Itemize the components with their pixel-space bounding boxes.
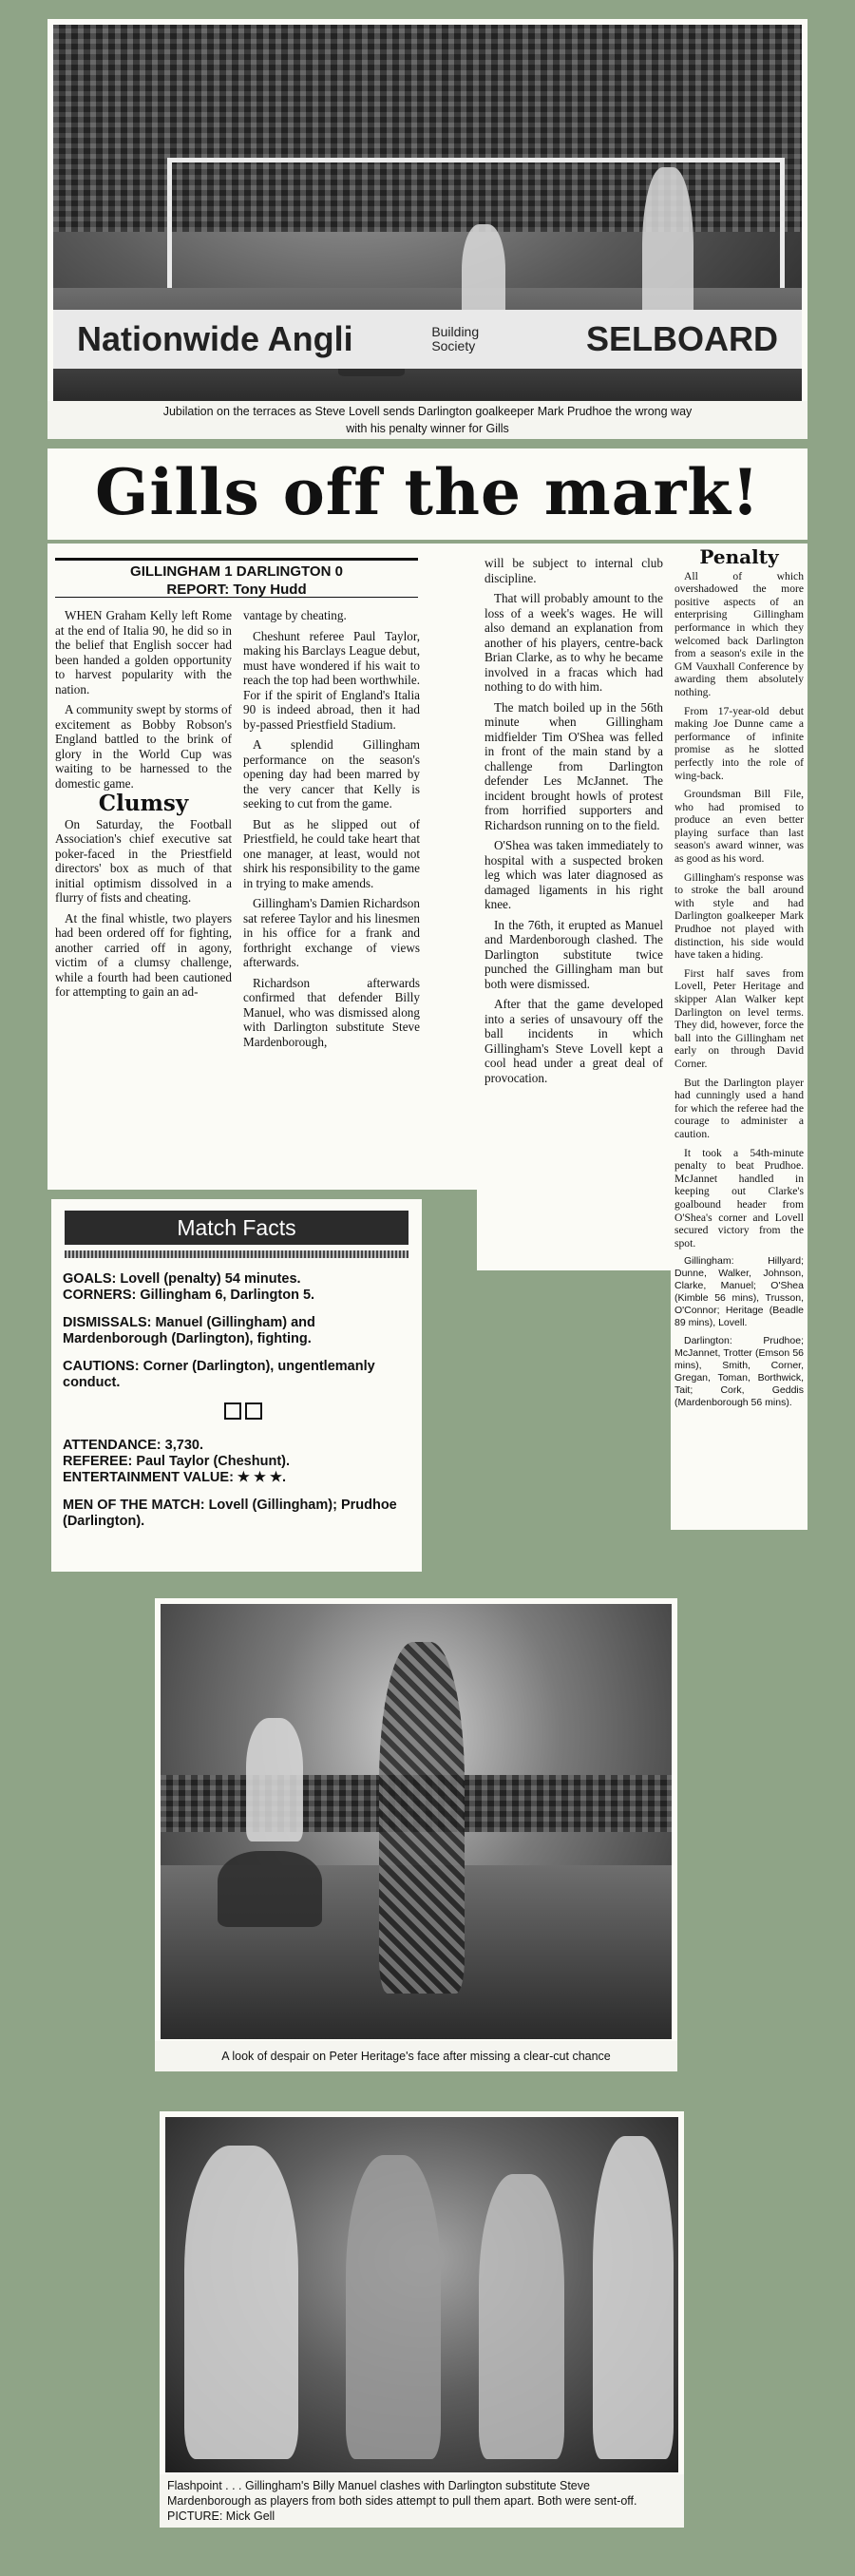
billboard-small: Building Society — [431, 323, 480, 353]
paragraph: Groundsman Bill File, who had promised to produce an even better playing surface than last season's award winner, was as good as his word. — [674, 788, 804, 866]
photo1-caption: Jubilation on the terraces as Steve Lovell sends Darlington goalkeeper Mark Prudhoe the wrong way with his penalty winner for Gills — [48, 401, 808, 439]
player-figure — [346, 2155, 441, 2459]
fallen-player-figure — [218, 1851, 322, 1927]
paragraph: First half saves from Lovell, Peter Heritage and skipper Alan Walker kept Darlington on level terms. They did, however, force the ball into the Gillingham net early on through David Corner. — [674, 966, 804, 1070]
photo1-panel — [48, 19, 808, 439]
fact-men-of-match: MEN OF THE MATCH: Lovell (Gillingham); Prudhoe (Darlington). — [63, 1498, 397, 1529]
paragraph: A community swept by storms of excitement as Bobby Robson's England battled to the brink of glory in the World Cup was waiting to be harnessed to the domestic game. — [55, 702, 232, 791]
billboard-right: SELBOARD — [585, 319, 778, 358]
player-number-11-figure — [593, 2136, 674, 2459]
paragraph: Richardson afterwards confirmed that defender Billy Manuel, who was dismissed along with Darlington substitute Steve Mardenborough, — [243, 975, 420, 1049]
billboard-left: Nationwide Angli — [77, 319, 353, 358]
fact-attendance: ATTENDANCE: 3,730. — [63, 1438, 203, 1453]
fact-cautions: CAUTIONS: Corner (Darlington), ungentlemanly conduct. — [63, 1359, 375, 1390]
article-col-4 — [674, 545, 804, 1415]
fact-dismissals: DISMISSALS: Manuel (Gillingham) and Mardenborough (Darlington), fighting. — [63, 1315, 315, 1346]
photo-celebration — [53, 25, 802, 401]
paragraph: After that the game developed into a series of unsavoury off the ball incidents in which Gillingham's Steve Lovell kept a cool head under a great deal of provocation. — [484, 997, 663, 1085]
article-col-1 — [55, 608, 232, 1005]
paragraph: Gillingham's Damien Richardson sat referee Taylor and his linesmen in his office for a frank and forthright exchange of views afterwards. — [243, 896, 420, 969]
paragraph: But the Darlington player had cunningly used a hand for which the referee had the courage to administer a caution. — [674, 1076, 804, 1140]
photo-flashpoint — [165, 2117, 678, 2472]
article-col-2 — [243, 608, 420, 1055]
player-heritage-figure — [379, 1642, 465, 1994]
paragraph: On Saturday, the Football Association's chief executive sat poker-faced in the Priestfield directors' box as much of that initial optimism dissolved in a flurry of fists and cheating. — [55, 816, 232, 905]
lineup-gillingham: Gillingham: Hillyard; Dunne, Walker, Johnson, Clarke, Manuel; O'Shea (Kimble 56 mins), Trusson, O'Connor; Heritage (Beadle 89 mins), Lovell. — [674, 1255, 804, 1329]
paragraph: In the 76th, it erupted as Manuel and Mardenborough clashed. The Darlington substitute twice punched the Gillingham man but both were dismissed. — [484, 917, 663, 991]
photo2-caption: A look of despair on Peter Heritage's face after missing a clear-cut chance — [155, 2041, 677, 2071]
lineup-darlington: Darlington: Prudhoe; McJannet, Trotter (Emson 56 mins), Smith, Corner, Gregan, Toman, Borthwick, Tait; Cork, Geddis (Mardenborough 56 mins). — [674, 1335, 804, 1409]
billboard — [53, 310, 802, 369]
match-facts-title: Match Facts — [65, 1211, 408, 1245]
photo3-caption: Flashpoint . . . Gillingham's Billy Manuel clashes with Darlington substitute Steve Mardenborough as players from both sides attempt to pull them apart. Both were sent-off. PICTURE: Mick Gell — [160, 2474, 684, 2528]
paragraph: The match boiled up in the 56th minute when Gillingham midfielder Tim O'Shea was felled in front of the main stand by a challenge from Darlington defender Les McJannet. The incident brought howls of protest from horrified supporters and Richardson running on to the field. — [484, 699, 663, 832]
paragraph: will be subject to internal club discipline. — [484, 556, 663, 585]
paragraph: At the final whistle, two players had been ordered off for fighting, another carried off in agony, victim of a clumsy challenge, while a fourth had been cautioned for attempting to gain an ad- — [55, 910, 232, 999]
headline: Gills off the mark! — [94, 455, 760, 529]
square-icon — [224, 1402, 241, 1420]
match-facts-body — [51, 1271, 422, 1530]
photo-despair — [161, 1604, 672, 2039]
fact-goals: GOALS: Lovell (penalty) 54 minutes. — [63, 1271, 301, 1287]
player-figure — [479, 2174, 564, 2459]
player-number-10-figure — [184, 2146, 298, 2459]
paragraph: That will probably amount to the loss of a week's wages. He will also demand an explanation from another of his players, centre-back Brian Clarke, as to why he became involved in a fracas which had nothing to do with him. — [484, 591, 663, 694]
paragraph: Gillingham's response was to stroke the ball around with style and had Darlington goalkeeper Mark Prudhoe not played with distinction, his side would have taken a hiding. — [674, 870, 804, 962]
fact-referee: REFEREE: Paul Taylor (Cheshunt). — [63, 1454, 291, 1469]
fact-corners: CORNERS: Gillingham 6, Darlington 5. — [63, 1288, 315, 1303]
photo3-panel — [160, 2111, 684, 2528]
article-col-3 — [484, 556, 663, 1091]
paragraph: But as he slipped out of Priestfield, he could take heart that one manager, at least, would not shirk his responsibility to the game in trying to make amends. — [243, 816, 420, 890]
paragraph: Cheshunt referee Paul Taylor, making his Barclays League debut, must have wondered if his wait to reach the top had been worthwhile. For if the spirit of England's Italia 90 is indeed abroad, then it had by-passed Priestfield Stadium. — [243, 628, 420, 732]
paragraph: From 17-year-old debut making Joe Dunne came a performance of infinite promise as he slotted perfectly into the role of wing-back. — [674, 704, 804, 782]
divider — [65, 1250, 408, 1258]
paragraph: All of which overshadowed the more positive aspects of an enterprising Gillingham performance in which they welcomed back Darlington from a season's exile in the GM Vauxhall Conference by awarding them absolutely nothing. — [674, 569, 804, 698]
byline — [55, 558, 418, 598]
fact-entertainment: ENTERTAINMENT VALUE: ★ ★ ★. — [63, 1470, 287, 1485]
paragraph: WHEN Graham Kelly left Rome at the end of Italia 90, he did so in the belief that English soccer had been handed a golden opportunity to harvest popularity with the nation. — [55, 608, 232, 696]
paragraph: O'Shea was taken immediately to hospital with a suspected broken leg which was later diagnosed as damaged ligaments in his right knee. — [484, 838, 663, 911]
paragraph: It took a 54th-minute penalty to beat Prudhoe. McJannet handled in keeping out Clarke's goalbound header from O'Shea's corner and Lovell secured victory from the spot. — [674, 1146, 804, 1250]
paragraph: vantage by cheating. — [243, 608, 347, 622]
paragraph: A splendid Gillingham performance on the season's opening day had been marred by the very cancer that Kelly is seeking to cut from the game. — [243, 737, 420, 811]
match-facts-box — [51, 1199, 422, 1572]
subhead-clumsy: Clumsy — [98, 791, 189, 816]
checkbox-icons — [224, 1402, 410, 1424]
subhead-penalty: Penalty — [699, 545, 779, 568]
goalkeeper-figure — [246, 1718, 303, 1841]
headline-panel — [48, 448, 808, 540]
square-icon — [245, 1402, 262, 1420]
score-line: GILLINGHAM 1 DARLINGTON 0 — [130, 563, 343, 580]
reporter-line: REPORT: Tony Hudd — [166, 582, 307, 598]
photo2-panel — [155, 1598, 677, 2071]
